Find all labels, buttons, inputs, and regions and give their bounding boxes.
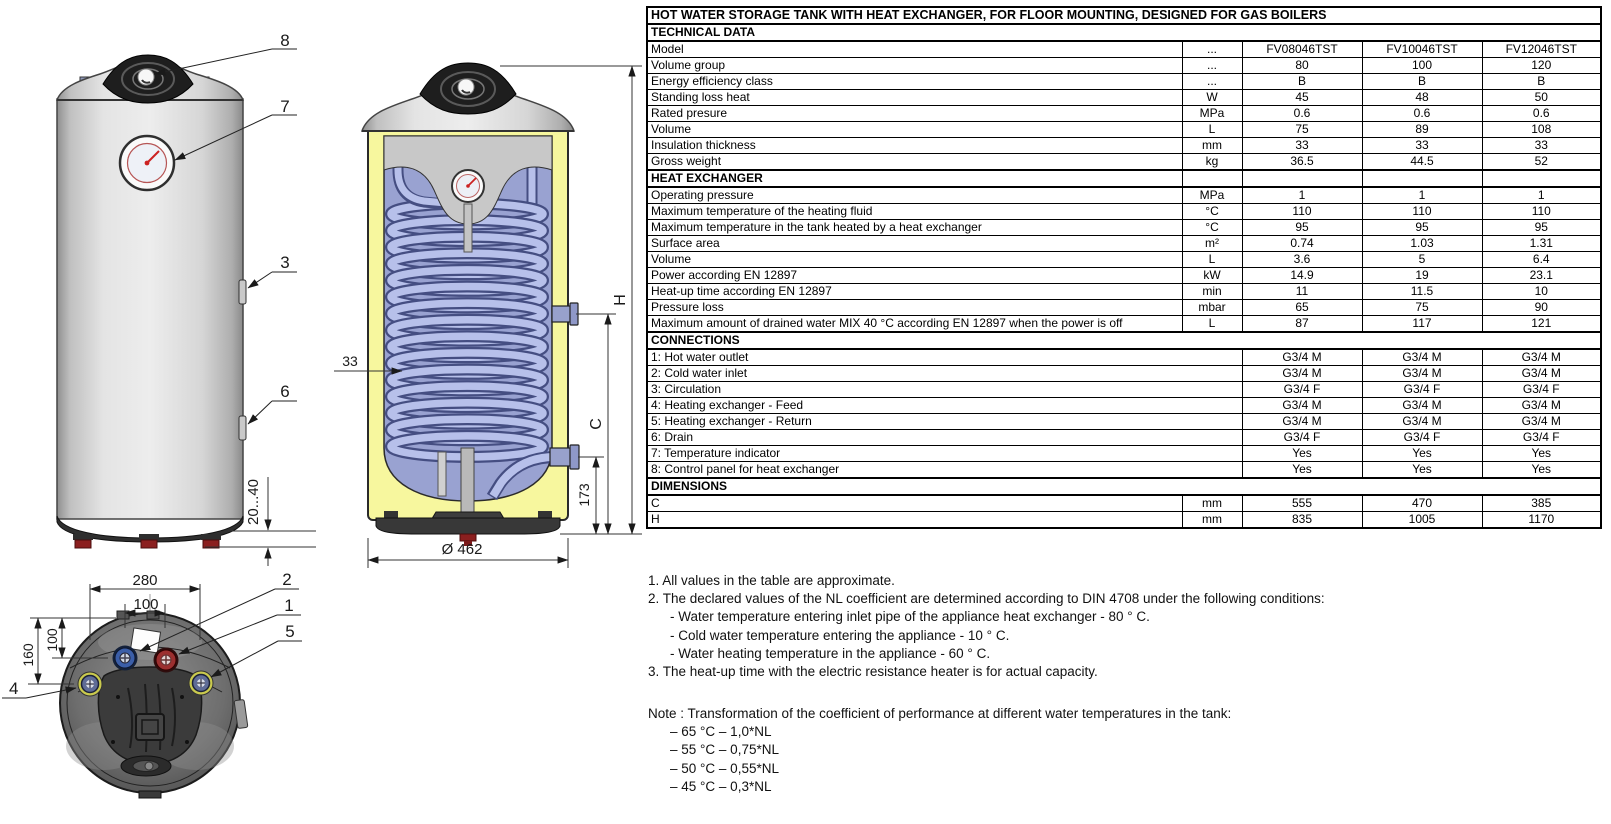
note-line: – 55 °C – 0,75*NL <box>670 742 779 758</box>
hot-outlet-fitting <box>154 648 179 673</box>
cell-value: G3/4 M <box>1482 414 1601 430</box>
cell-value: 48 <box>1362 90 1482 106</box>
cell-value: 33 <box>1362 138 1482 154</box>
cell-value: 1 <box>1242 187 1362 204</box>
cell-unit: L <box>1182 252 1242 268</box>
bottom-tab <box>139 791 161 798</box>
cell-value: 33 <box>1242 138 1362 154</box>
cell-value: 90 <box>1482 300 1601 316</box>
cell-value: 0.6 <box>1362 106 1482 122</box>
cell-value: 100 <box>1362 58 1482 74</box>
cell-value: Yes <box>1242 462 1362 479</box>
cell-value: 385 <box>1482 495 1601 512</box>
cell-label: 2: Cold water inlet <box>647 366 1242 382</box>
cell-value: 3.6 <box>1242 252 1362 268</box>
cell-value: 89 <box>1362 122 1482 138</box>
table-row <box>647 138 1601 154</box>
cell-value: 110 <box>1482 204 1601 220</box>
cell-value: 11.5 <box>1362 284 1482 300</box>
table-row <box>647 414 1601 430</box>
table-row <box>647 154 1601 171</box>
cell-label: Heat-up time according EN 12897 <box>647 284 1182 300</box>
dim-280-label: 280 <box>132 572 158 589</box>
table-row <box>647 300 1601 316</box>
cell-value: 835 <box>1242 512 1362 529</box>
cell-label: Volume <box>647 122 1182 138</box>
cell-label: 4: Heating exchanger - Feed <box>647 398 1242 414</box>
note-line: - Water heating temperature in the appliance - 60 ° C. <box>670 645 991 661</box>
front-view-drawing <box>57 31 316 566</box>
cell-value: 33 <box>1482 138 1601 154</box>
cell-value: 110 <box>1362 204 1482 220</box>
note-line: – 65 °C – 1,0*NL <box>670 724 772 740</box>
table-row <box>647 284 1601 300</box>
cell-value: Yes <box>1482 446 1601 462</box>
dim-100-top-label: 100 <box>133 596 159 613</box>
cell-value: FV12046TST <box>1482 41 1601 58</box>
callout-4-label: 4 <box>9 679 19 698</box>
table-row <box>647 58 1601 74</box>
cell-label: 7: Temperature indicator <box>647 446 1242 462</box>
cell-label: H <box>647 512 1182 529</box>
cell-value: G3/4 M <box>1362 349 1482 366</box>
center-drain-pipe <box>461 448 474 522</box>
cell-unit: °C <box>1182 204 1242 220</box>
cell-label: Maximum temperature in the tank heated by a heat exchanger <box>647 220 1182 236</box>
cell-value: G3/4 F <box>1482 382 1601 398</box>
cell-label: 1: Hot water outlet <box>647 349 1242 366</box>
table-row <box>647 382 1601 398</box>
cell-value: G3/4 F <box>1362 430 1482 446</box>
section-top-dome <box>420 63 516 114</box>
shield-square <box>136 714 164 740</box>
cell-unit: ... <box>1182 58 1242 74</box>
cell-value: 75 <box>1242 122 1362 138</box>
circulation-fitting <box>239 280 246 304</box>
table-row <box>647 252 1601 268</box>
anode-rod <box>438 452 446 496</box>
note-line: – 45 °C – 0,3*NL <box>670 778 772 794</box>
cell-label: Pressure loss <box>647 300 1182 316</box>
note-line: - Water temperature entering inlet pipe of the appliance heat exchanger - 80 ° C. <box>670 609 1150 625</box>
cell-unit: ... <box>1182 74 1242 90</box>
technical-table-body <box>647 7 1601 528</box>
c-dim-label: C <box>588 418 605 430</box>
cell-value: 52 <box>1482 154 1601 171</box>
cell-unit: L <box>1182 316 1242 333</box>
table-row <box>647 236 1601 252</box>
cell-label: TECHNICAL DATA <box>647 24 1601 41</box>
table-row <box>647 41 1601 58</box>
cell-label: Maximum amount of drained water MIX 40 °C according EN 12897 when the power is off <box>647 316 1182 333</box>
cell-label: C <box>647 495 1182 512</box>
cell-label: Standing loss heat <box>647 90 1182 106</box>
he-return-fitting <box>189 671 213 695</box>
table-row <box>647 430 1601 446</box>
cell-label: Operating pressure <box>647 187 1182 204</box>
cell-value <box>1242 170 1362 187</box>
cell-value: G3/4 M <box>1362 366 1482 382</box>
dim-160-label: 160 <box>20 643 36 667</box>
cell-value: G3/4 M <box>1242 398 1362 414</box>
cell-label: Rated presure <box>647 106 1182 122</box>
cell-value: G3/4 F <box>1482 430 1601 446</box>
cell-unit: kW <box>1182 268 1242 284</box>
cell-value: 120 <box>1482 58 1601 74</box>
cell-value <box>1482 170 1601 187</box>
cell-unit: °C <box>1182 220 1242 236</box>
cell-label: Surface area <box>647 236 1182 252</box>
section-gauge-icon <box>452 170 484 202</box>
cell-value: G3/4 F <box>1242 382 1362 398</box>
cell-value: 1005 <box>1362 512 1482 529</box>
thermowell <box>464 204 472 252</box>
cell-value: G3/4 F <box>1362 382 1482 398</box>
cell-label: Gross weight <box>647 154 1182 171</box>
cell-value: 44.5 <box>1362 154 1482 171</box>
cell-value: 108 <box>1482 122 1601 138</box>
cell-value: Yes <box>1362 446 1482 462</box>
note-line: Note : Transformation of the coefficient of performance at different water temperatures in the tank: <box>648 706 1232 721</box>
callout-1-label: 1 <box>284 596 294 615</box>
cell-unit: mbar <box>1182 300 1242 316</box>
cell-unit: W <box>1182 90 1242 106</box>
cell-value: G3/4 F <box>1242 430 1362 446</box>
cell-value: 10 <box>1482 284 1601 300</box>
cell-value: 1.03 <box>1362 236 1482 252</box>
note-line: 3. The heat-up time with the electric resistance heater is for actual capacity. <box>648 664 1098 680</box>
cell-label: HOT WATER STORAGE TANK WITH HEAT EXCHANGER, FOR FLOOR MOUNTING, DESIGNED FOR GAS BOILERS <box>647 7 1601 24</box>
drain-valve <box>460 534 476 541</box>
table-row <box>647 462 1601 479</box>
table-row <box>647 495 1601 512</box>
cell-value: G3/4 M <box>1362 398 1482 414</box>
cell-value: 1170 <box>1482 512 1601 529</box>
cell-value: 555 <box>1242 495 1362 512</box>
diameter-dim-label: Ø 462 <box>441 541 483 558</box>
cell-value: 95 <box>1482 220 1601 236</box>
callout-7-label: 7 <box>280 97 290 116</box>
table-row <box>647 446 1601 462</box>
cell-label: 3: Circulation <box>647 382 1242 398</box>
top-tab-left <box>117 611 129 619</box>
table-section-row <box>647 170 1601 187</box>
cell-value: FV08046TST <box>1242 41 1362 58</box>
cell-unit <box>1182 170 1242 187</box>
insulation-dim-label: 33 <box>342 353 358 369</box>
cell-value: G3/4 M <box>1482 349 1601 366</box>
cell-unit: kg <box>1182 154 1242 171</box>
cell-value: 11 <box>1242 284 1362 300</box>
table-row <box>647 74 1601 90</box>
note-line: 1. All values in the table are approximate. <box>648 573 895 588</box>
cell-label: Model <box>647 41 1182 58</box>
cell-value: 80 <box>1242 58 1362 74</box>
height-dim-label: H <box>612 294 629 306</box>
cell-value: 0.6 <box>1482 106 1601 122</box>
cell-value: FV10046TST <box>1362 41 1482 58</box>
lower-dim-label: 173 <box>576 483 592 507</box>
table-row <box>647 204 1601 220</box>
cell-label: 6: Drain <box>647 430 1242 446</box>
callout-8-label: 8 <box>280 31 290 50</box>
table-row <box>647 90 1601 106</box>
cell-value: 36.5 <box>1242 154 1362 171</box>
note-line: – 50 °C – 0,55*NL <box>670 760 779 776</box>
cell-value: G3/4 M <box>1482 398 1601 414</box>
cell-value: 95 <box>1242 220 1362 236</box>
cell-label: 8: Control panel for heat exchanger <box>647 462 1242 479</box>
cell-value: B <box>1482 74 1601 90</box>
notes-list <box>648 572 1598 681</box>
cell-value: 65 <box>1242 300 1362 316</box>
cell-value <box>1362 170 1482 187</box>
cell-value: B <box>1242 74 1362 90</box>
section-view-drawing <box>334 63 642 568</box>
upper-connection-fitting <box>552 303 578 325</box>
cell-value: 50 <box>1482 90 1601 106</box>
cell-unit: mm <box>1182 495 1242 512</box>
table-section-row <box>647 478 1601 495</box>
cell-value: 14.9 <box>1242 268 1362 284</box>
table-title-row <box>647 7 1601 24</box>
rating-plate <box>131 628 161 653</box>
drain-fitting <box>239 416 246 440</box>
cell-value: 121 <box>1482 316 1601 333</box>
cell-value: 0.6 <box>1242 106 1362 122</box>
cell-unit: mm <box>1182 138 1242 154</box>
cell-value: 470 <box>1362 495 1482 512</box>
table-section-row <box>647 24 1601 41</box>
cell-label: Energy efficiency class <box>647 74 1182 90</box>
cell-label: 5: Heating exchanger - Return <box>647 414 1242 430</box>
cell-value: 23.1 <box>1482 268 1601 284</box>
table-row <box>647 106 1601 122</box>
table-row <box>647 122 1601 138</box>
table-row <box>647 349 1601 366</box>
cell-unit: ... <box>1182 41 1242 58</box>
technical-table <box>646 6 1602 529</box>
note-block-list <box>648 705 1598 796</box>
callout-2-label: 2 <box>282 570 292 589</box>
dim-100-left-label: 100 <box>44 628 60 652</box>
cell-value: 95 <box>1362 220 1482 236</box>
cell-unit: mm <box>1182 512 1242 529</box>
cell-label: HEAT EXCHANGER <box>647 170 1182 187</box>
base-plate <box>376 518 560 534</box>
cell-value: G3/4 M <box>1362 414 1482 430</box>
table-row <box>647 316 1601 333</box>
table-row <box>647 268 1601 284</box>
cell-value: 1 <box>1362 187 1482 204</box>
cell-value: G3/4 M <box>1482 366 1601 382</box>
cell-value: B <box>1362 74 1482 90</box>
temperature-gauge-icon <box>120 136 174 190</box>
table-section-row <box>647 332 1601 349</box>
cell-value: 5 <box>1362 252 1482 268</box>
cell-label: CONNECTIONS <box>647 332 1601 349</box>
bottom-view-drawing <box>2 570 302 798</box>
note-line: 2. The declared values of the NL coefficient are determined according to DIN 4708 under the following conditions: <box>648 591 1325 607</box>
cell-value: Yes <box>1242 446 1362 462</box>
cell-value: 0.74 <box>1242 236 1362 252</box>
cell-value: 6.4 <box>1482 252 1601 268</box>
table-row <box>647 220 1601 236</box>
cell-unit: min <box>1182 284 1242 300</box>
callout-5-label: 5 <box>285 622 295 641</box>
cell-value: 75 <box>1362 300 1482 316</box>
lower-connection-fitting <box>550 445 579 469</box>
technical-drawings <box>0 0 646 824</box>
cell-value: G3/4 M <box>1242 366 1362 382</box>
table-row <box>647 187 1601 204</box>
cell-unit: MPa <box>1182 187 1242 204</box>
cell-value: Yes <box>1362 462 1482 479</box>
foot-height-dim-label: 20...40 <box>245 479 262 525</box>
cell-unit: L <box>1182 122 1242 138</box>
table-row <box>647 512 1601 529</box>
callout-3-label: 3 <box>280 253 290 272</box>
cell-value: G3/4 M <box>1242 349 1362 366</box>
cell-value: Yes <box>1482 462 1601 479</box>
cell-value: 45 <box>1242 90 1362 106</box>
cell-label: Volume <box>647 252 1182 268</box>
cell-value: 1.31 <box>1482 236 1601 252</box>
cold-inlet-fitting <box>113 646 138 671</box>
note-line: - Cold water temperature entering the appliance - 10 ° C. <box>670 627 1010 643</box>
cell-label: Volume group <box>647 58 1182 74</box>
cell-label: Power according EN 12897 <box>647 268 1182 284</box>
cell-unit: m² <box>1182 236 1242 252</box>
cell-value: G3/4 M <box>1242 414 1362 430</box>
cell-unit: MPa <box>1182 106 1242 122</box>
cell-label: Insulation thickness <box>647 138 1182 154</box>
cell-label: DIMENSIONS <box>647 478 1601 495</box>
cell-value: 87 <box>1242 316 1362 333</box>
cell-label: Maximum temperature of the heating fluid <box>647 204 1182 220</box>
table-row <box>647 366 1601 382</box>
callout-6-label: 6 <box>280 382 290 401</box>
he-feed-fitting <box>78 672 102 696</box>
cell-value: 19 <box>1362 268 1482 284</box>
cell-value: 117 <box>1362 316 1482 333</box>
table-row <box>647 398 1601 414</box>
cell-value: 1 <box>1482 187 1601 204</box>
cell-value: 110 <box>1242 204 1362 220</box>
